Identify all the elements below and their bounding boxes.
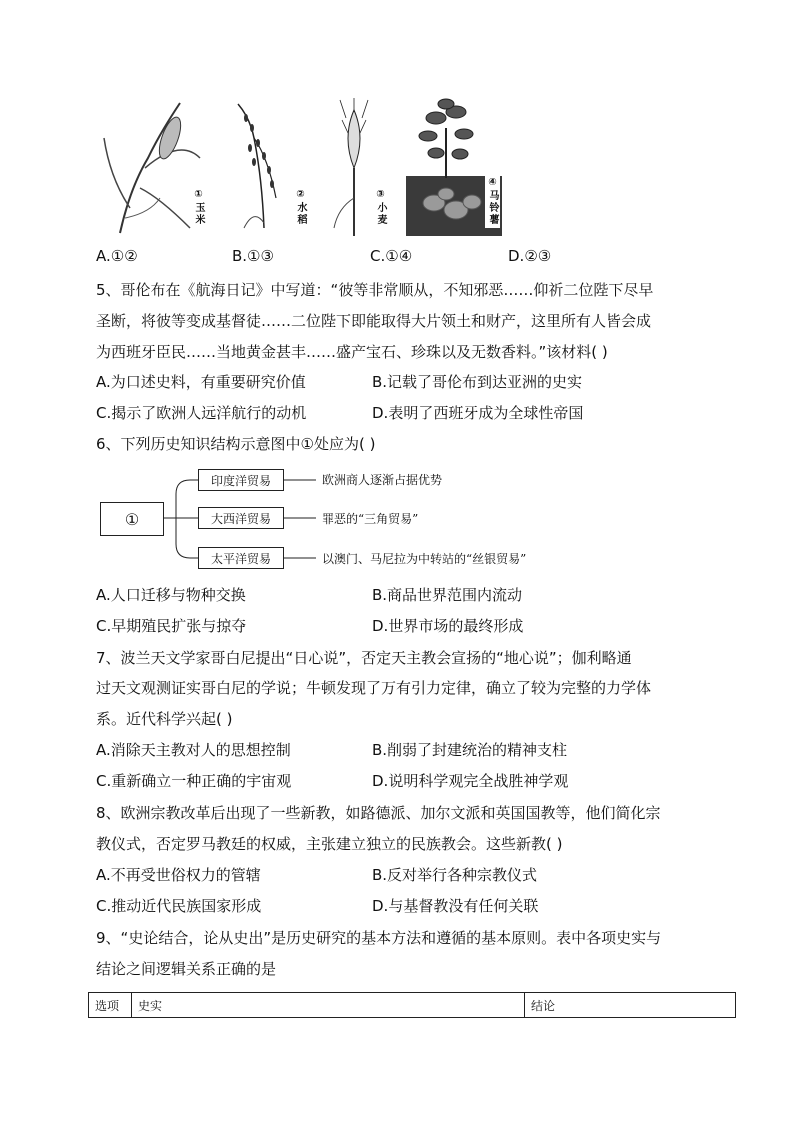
q6-option-d[interactable]: D.世界市场的最终形成 — [372, 617, 524, 635]
q5-option-d[interactable]: D.表明了西班牙成为全球性帝国 — [372, 404, 584, 422]
q9-table — [88, 992, 736, 1018]
q5-option-a[interactable]: A.为口述史料，有重要研究价值 — [96, 373, 306, 391]
q5-stem-line-3: 为西班牙臣民……当地黄金甚丰……盛产宝石、珍珠以及无数香料。”该材料( ) — [96, 343, 608, 361]
crop-label-corn: ①玉米 — [193, 189, 204, 226]
table-header-option: 选项 — [89, 993, 132, 1018]
q5-option-b[interactable]: B.记载了哥伦布到达亚洲的史实 — [372, 373, 583, 391]
diagram-center-box: ① — [100, 502, 164, 536]
crop-potato — [406, 98, 502, 236]
q7-stem-line-2: 过天文观测证实哥白尼的学说；牛顿发现了万有引力定律，确立了较为完整的力学体 — [96, 679, 652, 697]
crop-label-rice: ②水稻 — [295, 189, 306, 226]
diagram-note-indian-ocean: 欧洲商人逐渐占据优势 — [322, 473, 443, 487]
q9-stem-line-1: 9、“史论结合，论从史出”是历史研究的基本方法和遵循的基本原则。表中各项史实与 — [96, 929, 662, 947]
table-header-fact: 史实 — [132, 993, 525, 1018]
q8-option-b[interactable]: B.反对举行各种宗教仪式 — [372, 866, 538, 884]
crop-corn — [100, 98, 208, 236]
crop-rice — [224, 98, 310, 236]
q8-option-d[interactable]: D.与基督教没有任何关联 — [372, 897, 539, 915]
q4-option-b[interactable]: B.①③ — [232, 247, 274, 265]
diagram-box-atlantic: 大西洋贸易 — [198, 507, 284, 529]
table-header-conclusion: 结论 — [525, 993, 736, 1018]
q7-stem-line-3: 系。近代科学兴起( ) — [96, 710, 233, 728]
knowledge-structure-diagram — [96, 464, 556, 574]
crop-label-wheat: ③小麦 — [375, 189, 386, 226]
q4-option-c[interactable]: C.①④ — [370, 247, 413, 265]
diagram-box-pacific: 太平洋贸易 — [198, 547, 284, 569]
q4-option-a[interactable]: A.①② — [96, 247, 138, 265]
q8-option-a[interactable]: A.不再受世俗权力的管辖 — [96, 866, 261, 884]
diagram-note-atlantic: 罪恶的“三角贸易” — [322, 512, 419, 526]
q7-option-c[interactable]: C.重新确立一种正确的宇宙观 — [96, 772, 292, 790]
diagram-box-indian-ocean: 印度洋贸易 — [198, 469, 284, 491]
q7-option-a[interactable]: A.消除天主教对人的思想控制 — [96, 741, 291, 759]
q6-stem: 6、下列历史知识结构示意图中①处应为( ) — [96, 435, 376, 453]
table-header-row — [89, 993, 736, 1018]
q5-stem-line-2: 圣断，将彼等变成基督徒……二位陛下即能取得大片领土和财产，这里所有人皆会成 — [96, 312, 652, 330]
q7-stem-line-1: 7、波兰天文学家哥白尼提出“日心说”，否定天主教会宣扬的“地心说”；伽利略通 — [96, 649, 632, 667]
q6-option-c[interactable]: C.早期殖民扩张与掠夺 — [96, 617, 247, 635]
q6-option-a[interactable]: A.人口迁移与物种交换 — [96, 586, 246, 604]
q5-option-c[interactable]: C.揭示了欧洲人远洋航行的动机 — [96, 404, 307, 422]
q7-option-b[interactable]: B.削弱了封建统治的精神支柱 — [372, 741, 568, 759]
q8-stem-line-1: 8、欧洲宗教改革后出现了一些新教，如路德派、加尔文派和英国国教等，他们简化宗 — [96, 804, 661, 822]
q8-stem-line-2: 教仪式，否定罗马教廷的权威，主张建立独立的民族教会。这些新教( ) — [96, 835, 563, 853]
q8-option-c[interactable]: C.推动近代民族国家形成 — [96, 897, 262, 915]
diagram-note-pacific: 以澳门、马尼拉为中转站的“丝银贸易” — [322, 552, 527, 566]
q7-option-d[interactable]: D.说明科学观完全战胜神学观 — [372, 772, 569, 790]
q6-option-b[interactable]: B.商品世界范围内流动 — [372, 586, 523, 604]
q4-option-d[interactable]: D.②③ — [508, 247, 552, 265]
q9-stem-line-2: 结论之间逻辑关系正确的是 — [96, 960, 277, 978]
crop-wheat — [328, 98, 390, 236]
crop-label-potato: ④马铃薯 — [487, 177, 498, 226]
q5-stem-line-1: 5、哥伦布在《航海日记》中写道：“彼等非常顺从，不知邪恶……仰祈二位陛下尽早 — [96, 281, 654, 299]
